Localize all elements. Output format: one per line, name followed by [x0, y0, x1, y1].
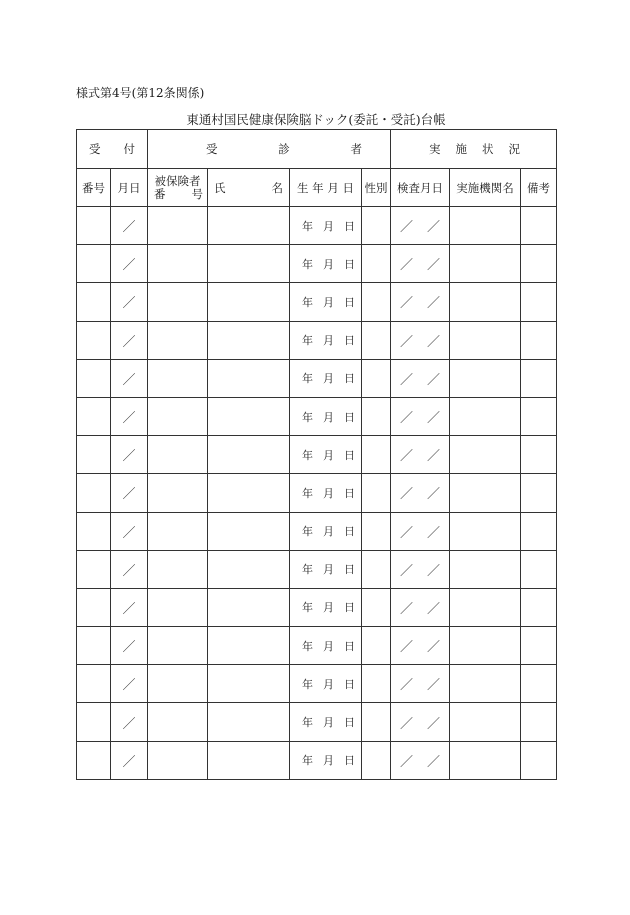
- cell-insured-number[interactable]: [148, 359, 208, 397]
- cell-insured-number[interactable]: [148, 474, 208, 512]
- cell-name[interactable]: [208, 207, 290, 245]
- table-row: [77, 512, 557, 550]
- cell-number[interactable]: [77, 436, 111, 474]
- cell-institution[interactable]: [450, 397, 521, 435]
- cell-birth-date[interactable]: 年 月 日: [290, 359, 362, 397]
- cell-number[interactable]: [77, 397, 111, 435]
- col-name: 氏 名: [208, 169, 290, 207]
- cell-number[interactable]: [77, 359, 111, 397]
- cell-insured-number[interactable]: [148, 665, 208, 703]
- cell-remarks[interactable]: [521, 397, 557, 435]
- cell-remarks[interactable]: [521, 321, 557, 359]
- cell-insured-number[interactable]: [148, 207, 208, 245]
- cell-sex[interactable]: [362, 207, 391, 245]
- cell-month-day[interactable]: ／: [111, 627, 148, 665]
- cell-sex[interactable]: [362, 741, 391, 779]
- col-birth-date: 生 年 月 日: [290, 169, 362, 207]
- cell-institution[interactable]: [450, 359, 521, 397]
- table-row: [77, 397, 557, 435]
- cell-institution[interactable]: [450, 741, 521, 779]
- cell-number[interactable]: [77, 665, 111, 703]
- cell-insured-number[interactable]: [148, 321, 208, 359]
- cell-number[interactable]: [77, 474, 111, 512]
- cell-birth-date[interactable]: 年 月 日: [290, 703, 362, 741]
- cell-remarks[interactable]: [521, 703, 557, 741]
- cell-insured-number[interactable]: [148, 703, 208, 741]
- cell-institution[interactable]: [450, 321, 521, 359]
- form-number: 様式第4号(第12条関係): [76, 86, 205, 100]
- cell-sex[interactable]: [362, 474, 391, 512]
- cell-remarks[interactable]: [521, 550, 557, 588]
- cell-month-day[interactable]: ／: [111, 588, 148, 626]
- group-examinee: 受 診 者: [148, 130, 391, 169]
- cell-number[interactable]: [77, 512, 111, 550]
- cell-birth-date[interactable]: 年 月 日: [290, 207, 362, 245]
- col-remarks: 備考: [521, 169, 557, 207]
- cell-month-day[interactable]: ／: [111, 359, 148, 397]
- table-row: [77, 703, 557, 741]
- table-row: [77, 436, 557, 474]
- cell-insured-number[interactable]: [148, 588, 208, 626]
- cell-institution[interactable]: [450, 283, 521, 321]
- cell-exam-date[interactable]: ／ ／: [391, 359, 450, 397]
- cell-birth-date[interactable]: 年 月 日: [290, 283, 362, 321]
- cell-name[interactable]: [208, 436, 290, 474]
- cell-month-day[interactable]: ／: [111, 474, 148, 512]
- cell-remarks[interactable]: [521, 207, 557, 245]
- cell-birth-date[interactable]: 年 月 日: [290, 627, 362, 665]
- cell-sex[interactable]: [362, 627, 391, 665]
- table-row: [77, 245, 557, 283]
- cell-number[interactable]: [77, 703, 111, 741]
- cell-remarks[interactable]: [521, 474, 557, 512]
- cell-birth-date[interactable]: 年 月 日: [290, 474, 362, 512]
- cell-remarks[interactable]: [521, 283, 557, 321]
- group-header-row: [77, 130, 557, 169]
- cell-name[interactable]: [208, 474, 290, 512]
- cell-sex[interactable]: [362, 588, 391, 626]
- cell-insured-number[interactable]: [148, 245, 208, 283]
- cell-institution[interactable]: [450, 627, 521, 665]
- cell-name[interactable]: [208, 283, 290, 321]
- cell-name[interactable]: [208, 359, 290, 397]
- cell-name[interactable]: [208, 665, 290, 703]
- cell-birth-date[interactable]: 年 月 日: [290, 588, 362, 626]
- cell-month-day[interactable]: ／: [111, 665, 148, 703]
- table-row: [77, 741, 557, 779]
- cell-birth-date[interactable]: 年 月 日: [290, 665, 362, 703]
- col-institution: 実施機関名: [450, 169, 521, 207]
- cell-name[interactable]: [208, 627, 290, 665]
- table-row: [77, 283, 557, 321]
- col-exam-date: 検査月日: [391, 169, 450, 207]
- column-header-row: [77, 169, 557, 207]
- cell-month-day[interactable]: ／: [111, 436, 148, 474]
- cell-month-day[interactable]: ／: [111, 703, 148, 741]
- cell-sex[interactable]: [362, 359, 391, 397]
- col-number: 番号: [77, 169, 111, 207]
- cell-institution[interactable]: [450, 436, 521, 474]
- cell-institution[interactable]: [450, 245, 521, 283]
- cell-remarks[interactable]: [521, 665, 557, 703]
- cell-insured-number[interactable]: [148, 397, 208, 435]
- cell-birth-date[interactable]: 年 月 日: [290, 245, 362, 283]
- cell-institution[interactable]: [450, 703, 521, 741]
- cell-sex[interactable]: [362, 512, 391, 550]
- cell-exam-date[interactable]: ／ ／: [391, 588, 450, 626]
- cell-number[interactable]: [77, 627, 111, 665]
- table-row: [77, 627, 557, 665]
- cell-number[interactable]: [77, 321, 111, 359]
- cell-insured-number[interactable]: [148, 436, 208, 474]
- cell-insured-number[interactable]: [148, 741, 208, 779]
- cell-exam-date[interactable]: ／ ／: [391, 474, 450, 512]
- cell-exam-date[interactable]: ／ ／: [391, 665, 450, 703]
- cell-name[interactable]: [208, 550, 290, 588]
- cell-insured-number[interactable]: [148, 550, 208, 588]
- cell-name[interactable]: [208, 245, 290, 283]
- cell-exam-date[interactable]: ／ ／: [391, 550, 450, 588]
- cell-month-day[interactable]: ／: [111, 321, 148, 359]
- cell-month-day[interactable]: ／: [111, 283, 148, 321]
- cell-remarks[interactable]: [521, 627, 557, 665]
- col-insured-number: 被保険者 番 号: [148, 169, 208, 207]
- cell-number[interactable]: [77, 588, 111, 626]
- cell-exam-date[interactable]: ／ ／: [391, 512, 450, 550]
- cell-name[interactable]: [208, 397, 290, 435]
- cell-name[interactable]: [208, 512, 290, 550]
- cell-sex[interactable]: [362, 397, 391, 435]
- document-title: 東通村国民健康保険脳ドック(委託・受託)台帳: [186, 112, 446, 127]
- cell-exam-date[interactable]: ／ ／: [391, 283, 450, 321]
- cell-insured-number[interactable]: [148, 512, 208, 550]
- cell-birth-date[interactable]: 年 月 日: [290, 436, 362, 474]
- cell-institution[interactable]: [450, 512, 521, 550]
- cell-remarks[interactable]: [521, 741, 557, 779]
- cell-exam-date[interactable]: ／ ／: [391, 207, 450, 245]
- cell-remarks[interactable]: [521, 436, 557, 474]
- group-reception: 受 付: [77, 130, 148, 169]
- ledger-table: [76, 129, 557, 780]
- cell-birth-date[interactable]: 年 月 日: [290, 321, 362, 359]
- cell-birth-date[interactable]: 年 月 日: [290, 512, 362, 550]
- cell-institution[interactable]: [450, 588, 521, 626]
- cell-sex[interactable]: [362, 436, 391, 474]
- cell-exam-date[interactable]: ／ ／: [391, 397, 450, 435]
- cell-birth-date[interactable]: 年 月 日: [290, 550, 362, 588]
- cell-month-day[interactable]: ／: [111, 207, 148, 245]
- cell-month-day[interactable]: ／: [111, 741, 148, 779]
- cell-name[interactable]: [208, 321, 290, 359]
- table-row: [77, 207, 557, 245]
- cell-institution[interactable]: [450, 207, 521, 245]
- cell-number[interactable]: [77, 283, 111, 321]
- cell-exam-date[interactable]: ／ ／: [391, 436, 450, 474]
- cell-remarks[interactable]: [521, 512, 557, 550]
- cell-name[interactable]: [208, 703, 290, 741]
- cell-sex[interactable]: [362, 550, 391, 588]
- table-row: [77, 359, 557, 397]
- cell-birth-date[interactable]: 年 月 日: [290, 397, 362, 435]
- cell-institution[interactable]: [450, 665, 521, 703]
- col-sex: 性別: [362, 169, 391, 207]
- cell-exam-date[interactable]: ／ ／: [391, 741, 450, 779]
- cell-remarks[interactable]: [521, 359, 557, 397]
- table-row: [77, 550, 557, 588]
- cell-exam-date[interactable]: ／ ／: [391, 627, 450, 665]
- cell-exam-date[interactable]: ／ ／: [391, 703, 450, 741]
- table-row: [77, 474, 557, 512]
- col-month-day: 月日: [111, 169, 148, 207]
- cell-month-day[interactable]: ／: [111, 245, 148, 283]
- cell-number[interactable]: [77, 245, 111, 283]
- cell-remarks[interactable]: [521, 245, 557, 283]
- cell-number[interactable]: [77, 550, 111, 588]
- cell-remarks[interactable]: [521, 588, 557, 626]
- cell-month-day[interactable]: ／: [111, 397, 148, 435]
- cell-sex[interactable]: [362, 321, 391, 359]
- cell-number[interactable]: [77, 741, 111, 779]
- table-row: [77, 588, 557, 626]
- cell-institution[interactable]: [450, 474, 521, 512]
- cell-sex[interactable]: [362, 245, 391, 283]
- cell-birth-date[interactable]: 年 月 日: [290, 741, 362, 779]
- cell-institution[interactable]: [450, 550, 521, 588]
- table-row: [77, 321, 557, 359]
- cell-exam-date[interactable]: ／ ／: [391, 245, 450, 283]
- cell-insured-number[interactable]: [148, 627, 208, 665]
- cell-sex[interactable]: [362, 703, 391, 741]
- cell-month-day[interactable]: ／: [111, 550, 148, 588]
- cell-sex[interactable]: [362, 283, 391, 321]
- cell-sex[interactable]: [362, 665, 391, 703]
- cell-name[interactable]: [208, 588, 290, 626]
- cell-name[interactable]: [208, 741, 290, 779]
- cell-number[interactable]: [77, 207, 111, 245]
- cell-month-day[interactable]: ／: [111, 512, 148, 550]
- cell-insured-number[interactable]: [148, 283, 208, 321]
- cell-exam-date[interactable]: ／ ／: [391, 321, 450, 359]
- group-status: 実 施 状 況: [391, 130, 557, 169]
- table-row: [77, 665, 557, 703]
